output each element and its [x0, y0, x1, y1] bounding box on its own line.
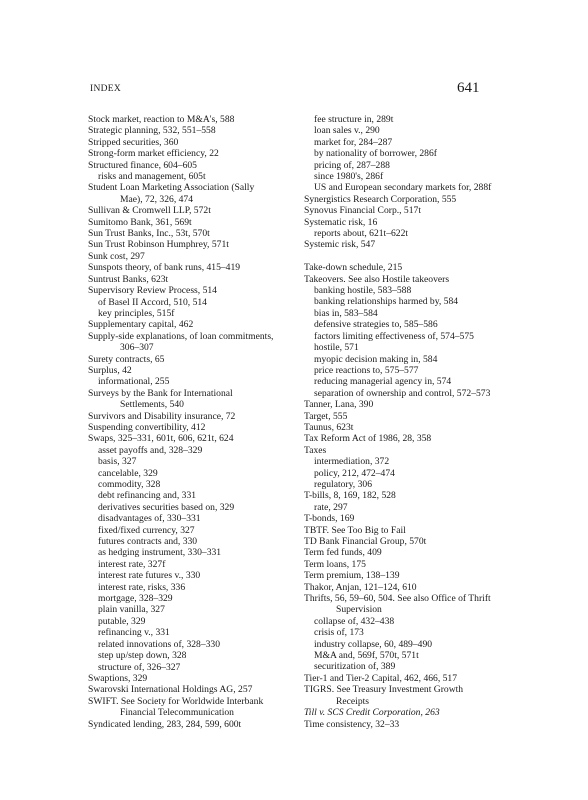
index-entry-continuation: Financial Telecommunication: [120, 707, 234, 719]
index-entry: Time consistency, 32–33: [304, 718, 400, 730]
index-entry-continuation: Mae), 72, 326, 474: [120, 193, 194, 205]
index-entry: Sunk cost, 297: [88, 250, 145, 262]
index-subentry: by nationality of borrower, 286f: [314, 148, 437, 160]
index-subentry: debt refinancing and, 331: [98, 490, 197, 502]
index-subentry: derivatives securities based on, 329: [98, 501, 235, 513]
index-subentry: banking hostile, 583–588: [314, 285, 412, 297]
index-entry: Thakor, Anjan, 121–124, 610: [304, 581, 417, 593]
index-subentry: pricing of, 287–288: [314, 159, 390, 171]
index-subentry: banking relationships harmed by, 584: [314, 296, 459, 308]
running-header-section: INDEX: [90, 84, 122, 94]
index-subentry: fixed/fixed currency, 327: [98, 524, 195, 536]
index-subentry: basis, 327: [98, 456, 137, 468]
index-subentry: industry collapse, 60, 489–490: [314, 638, 433, 650]
index-entry: Tanner, Lana, 390: [304, 399, 374, 411]
index-subentry: structure of, 326–327: [98, 661, 181, 673]
index-entry: Student Loan Marketing Association (Sally: [88, 182, 255, 194]
index-entry: Thrifts, 56, 59–60, 504. See also Office of Thrift: [304, 593, 491, 605]
index-entry: Stripped securities, 360: [88, 136, 179, 148]
index-column-left: [88, 114, 298, 730]
index-subentry: commodity, 328: [98, 479, 161, 490]
index-entry: Tax Reform Act of 1986, 28, 358: [304, 433, 432, 445]
index-subentry: collapse of, 432–438: [314, 615, 395, 627]
index-subentry: refinancing v., 331: [98, 627, 170, 639]
index-entry: Target, 555: [304, 410, 348, 422]
index-subentry: price reactions to, 575–577: [314, 364, 419, 376]
index-entry-continuation: Receipts: [336, 695, 370, 707]
index-subentry: putable, 329: [98, 615, 146, 627]
index-entry: T-bonds, 169: [304, 513, 355, 525]
index-entry: Sunspots theory, of bank runs, 415–419: [88, 262, 241, 274]
index-subentry: market for, 284–287: [314, 136, 393, 148]
index-entry: Supply-side explanations, of loan commitments,: [88, 330, 274, 342]
index-entry: Syndicated lending, 283, 284, 599, 600t: [88, 718, 242, 730]
index-entry: Stock market, reaction to M&A's, 588: [88, 114, 235, 125]
index-subentry: reducing managerial agency in, 574: [314, 376, 452, 388]
index-entry: Term premium, 138–139: [304, 570, 400, 582]
index-entry: Taxes: [304, 444, 327, 456]
index-subentry: since 1980's, 286f: [314, 171, 384, 183]
index-entry: Surplus, 42: [88, 364, 132, 376]
index-subentry: interest rate, 327f: [98, 558, 166, 570]
index-entry: Term loans, 175: [304, 558, 366, 570]
index-subentry: rate, 297: [314, 501, 348, 513]
index-entry: Taunus, 623t: [304, 421, 354, 433]
index-entry: Take-down schedule, 215: [304, 262, 403, 274]
index-entry: TD Bank Financial Group, 570t: [304, 536, 427, 548]
index-column-right: [304, 114, 576, 730]
index-subentry: related innovations of, 328–330: [98, 638, 221, 650]
index-entry: Supplementary capital, 462: [88, 319, 194, 331]
index-subentry: crisis of, 173: [314, 627, 364, 639]
index-entry: Strategic planning, 532, 551–558: [88, 125, 216, 137]
index-entry: Tier-1 and Tier-2 Capital, 462, 466, 517: [304, 672, 458, 684]
index-subentry: asset payoffs and, 328–329: [98, 444, 203, 456]
index-subentry: interest rate futures v., 330: [98, 570, 201, 582]
index-subentry: intermediation, 372: [314, 456, 390, 468]
index-entry: Systemic risk, 547: [304, 239, 376, 251]
index-subentry: futures contracts and, 330: [98, 536, 198, 548]
index-subentry: disadvantages of, 330–331: [98, 513, 201, 525]
index-subentry: factors limiting effectiveness of, 574–575: [314, 330, 474, 342]
index-entry: Swaptions, 329: [88, 672, 148, 684]
index-subentry: separation of ownership and control, 572–573: [314, 387, 491, 399]
index-entry: Synergistics Research Corporation, 555: [304, 193, 457, 205]
index-entry: Takeovers. See also Hostile takeovers: [304, 273, 450, 285]
index-entry: Survivors and Disability insurance, 72: [88, 410, 236, 422]
index-entry: Strong-form market efficiency, 22: [88, 148, 219, 160]
index-entry-continuation: Settlements, 540: [120, 399, 184, 411]
index-entry: Synovus Financial Corp., 517t: [304, 205, 421, 217]
index-entry: Systematic risk, 16: [304, 216, 378, 228]
index-entry: Swarovski International Holdings AG, 257: [88, 684, 253, 696]
index-entry-continuation: 306–307: [120, 342, 154, 354]
index-subentry: of Basel II Accord, 510, 514: [98, 296, 207, 308]
index-entry: Swaps, 325–331, 601t, 606, 621t, 624: [88, 433, 234, 445]
section-gap: [304, 251, 576, 262]
index-subentry: step up/step down, 328: [98, 650, 187, 662]
index-entry: Suntrust Banks, 623t: [88, 273, 169, 285]
index-subentry: cancelable, 329: [98, 467, 158, 479]
index-subentry: as hedging instrument, 330–331: [98, 547, 222, 559]
index-entry: T-bills, 8, 169, 182, 528: [304, 490, 396, 502]
index-subentry: bias in, 583–584: [314, 307, 378, 319]
index-subentry: loan sales v., 290: [314, 125, 380, 137]
index-subentry: plain vanilla, 327: [98, 604, 165, 616]
index-subentry: regulatory, 306: [314, 478, 372, 490]
index-subentry: defensive strategies to, 585–586: [314, 319, 438, 331]
index-entry: Surety contracts, 65: [88, 353, 165, 365]
index-entry: TIGRS. See Treasury Investment Growth: [304, 684, 464, 696]
index-subentry: M&A and, 569f, 570t, 571t: [314, 650, 419, 662]
index-subentry: US and European secondary markets for, 288f: [314, 182, 492, 194]
index-entry: Sullivan & Cromwell LLP, 572t: [88, 205, 211, 217]
index-entry: Sumitomo Bank, 361, 569t: [88, 216, 192, 228]
index-subentry: risks and management, 605t: [98, 171, 206, 183]
index-entry: Sun Trust Robinson Humphrey, 571t: [88, 239, 229, 251]
index-subentry: informational, 255: [98, 376, 170, 388]
index-entry: Surveys by the Bank for International: [88, 387, 233, 399]
index-entry: Sun Trust Banks, Inc., 53t, 570t: [88, 228, 210, 240]
index-entry: SWIFT. See Society for Worldwide Interbank: [88, 695, 264, 707]
index-subentry: reports about, 621t–622t: [314, 228, 409, 240]
index-entry: Supervisory Review Process, 514: [88, 285, 217, 297]
index-subentry: hostile, 571: [314, 342, 359, 354]
index-subentry: myopic decision making in, 584: [314, 353, 438, 365]
index-entry-continuation: Supervision: [336, 604, 382, 616]
index-subentry: interest rate, risks, 336: [98, 581, 186, 593]
index-subentry: policy, 212, 472–474: [314, 467, 395, 479]
index-entry: TBTF. See Too Big to Fail: [304, 524, 406, 536]
index-entry: Term fed funds, 409: [304, 547, 382, 559]
index-entry: Till v. SCS Credit Corporation, 263: [304, 707, 440, 719]
index-subentry: fee structure in, 289t: [314, 114, 394, 125]
page-number: 641: [457, 80, 480, 96]
index-subentry: key principles, 515f: [98, 307, 175, 319]
index-entry: Suspending convertibility, 412: [88, 421, 206, 433]
index-entry: Structured finance, 604–605: [88, 159, 197, 171]
index-subentry: mortgage, 328–329: [98, 593, 173, 605]
index-subentry: securitization of, 389: [314, 661, 396, 673]
